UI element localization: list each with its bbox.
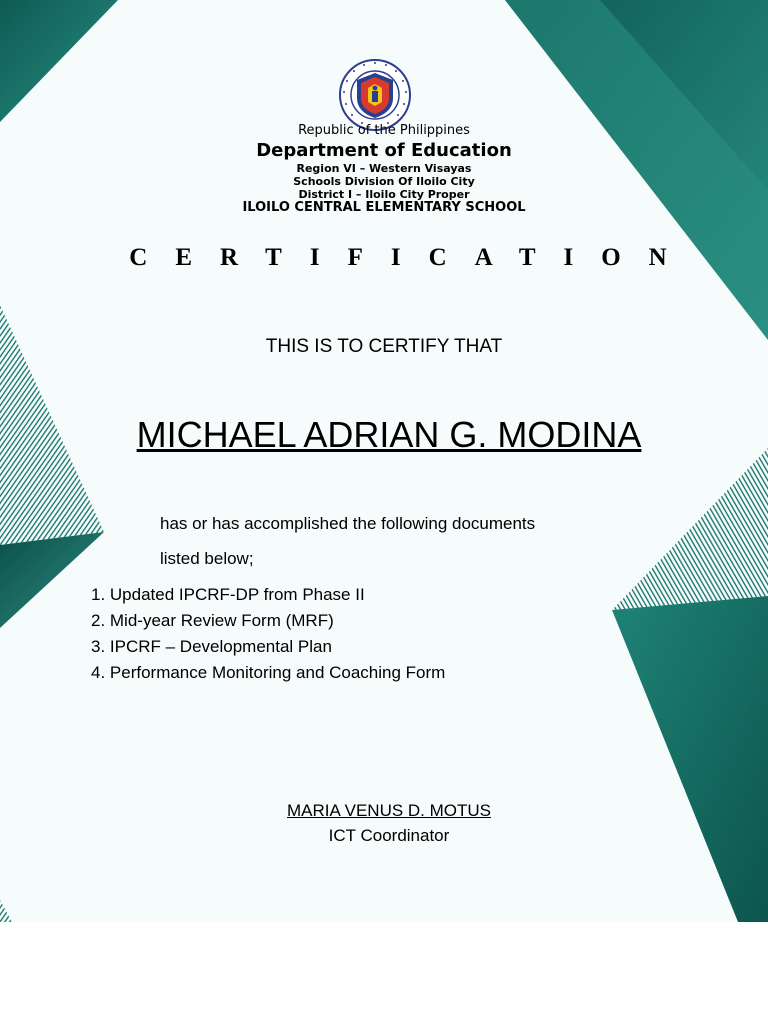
division-label: Schools Division Of Iloilo City (293, 175, 475, 188)
school-name: ILOILO CENTRAL ELEMENTARY SCHOOL (242, 200, 526, 215)
corner-shape-top-left (0, 0, 118, 122)
certificate-title: CERTIFICATION (129, 244, 695, 271)
deped-seal-icon (338, 58, 412, 132)
department-title: Department of Education (256, 140, 512, 161)
corner-shape-bottom-right (612, 596, 768, 922)
signatory-name: MARIA VENUS D. MOTUS (286, 801, 492, 820)
list-item: 2. Mid-year Review Form (MRF) (91, 611, 334, 630)
region-label: Region VI – Western Visayas (296, 162, 472, 175)
signatory-position: ICT Coordinator (328, 826, 450, 845)
list-item: 1. Updated IPCRF-DP from Phase II (91, 585, 365, 604)
district-label: District I – Iloilo City Proper (298, 188, 470, 201)
republic-label: Republic of the Philippines (298, 123, 470, 138)
document-list (91, 584, 445, 688)
list-item: 4. Performance Monitoring and Coaching Form (91, 663, 446, 682)
statement-line-2: listed below; (160, 549, 254, 568)
striped-shape-bottom-left (0, 900, 12, 922)
recipient-name: MICHAEL ADRIAN G. MODINA (136, 414, 642, 455)
list-item: 3. IPCRF – Developmental Plan (91, 637, 332, 656)
corner-shape-left (0, 532, 104, 628)
certify-intro: THIS IS TO CERTIFY THAT (265, 336, 503, 357)
striped-shape-right (612, 448, 768, 610)
statement-line-1: has or has accomplished the following documents (160, 514, 536, 533)
